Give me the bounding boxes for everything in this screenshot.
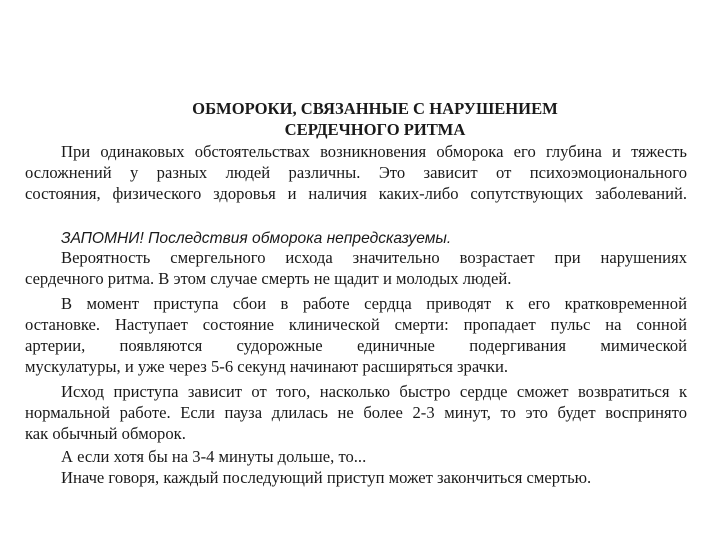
paragraph-2 xyxy=(25,247,687,289)
paragraph-3-line-4: мускулатуры, и уже через 5-6 секунд начинают расширяться зрачки. xyxy=(25,357,508,376)
paragraph-1-line-3: состояния, физического здоровья и наличия каких-либо сопутствующих заболеваний. xyxy=(25,184,687,203)
paragraph-3-line-3: артерии, появляются судорожные единичные подергивания мимической xyxy=(25,336,687,355)
paragraph-1-line-2: осложнений у разных людей различны. Это зависит от психоэмоционального xyxy=(25,163,687,182)
paragraph-6-line-1: Иначе говоря, каждый последующий приступ может закончиться смертью. xyxy=(61,468,592,487)
title-line-1: ОБМОРОКИ, СВЯЗАННЫЕ С НАРУШЕНИЕМ xyxy=(192,99,558,118)
paragraph-4 xyxy=(25,381,687,444)
title-line-2: СЕРДЕЧНОГО РИТМА xyxy=(284,120,466,139)
paragraph-3-line-2: остановке. Наступает состояние клинической смерти: пропадает пульс на сонной xyxy=(25,315,687,334)
paragraph-5 xyxy=(25,446,687,467)
paragraph-4-line-1: Исход приступа зависит от того, насколько быстро сердце сможет возвратиться к xyxy=(61,382,687,401)
paragraph-4-line-3: как обычный обморок. xyxy=(25,424,186,443)
paragraph-4-line-2: нормальной работе. Если пауза длилась не более 2-3 минут, то это будет воспринято xyxy=(25,403,687,422)
paragraph-3 xyxy=(25,293,687,377)
paragraph-6 xyxy=(25,467,687,488)
paragraph-1 xyxy=(25,141,687,204)
paragraph-5-line-1: А если хотя бы на 3-4 минуты дольше, то... xyxy=(61,447,367,466)
paragraph-1-line-1: При одинаковых обстоятельствах возникновения обморока его глубина и тяжесть xyxy=(61,142,687,161)
paragraph-2-line-1: Вероятность смергельного исхода значительно возрастает при нарушениях xyxy=(61,248,687,267)
document-title xyxy=(150,98,600,140)
paragraph-2-line-2: сердечного ритма. В этом случае смерть не щадит и молодых людей. xyxy=(25,269,512,288)
paragraph-3-line-1: В момент приступа сбои в работе сердца приводят к его кратковременной xyxy=(61,294,687,313)
memo-note: ЗАПОМНИ! Последствия обморока непредсказуемы. xyxy=(61,230,452,247)
